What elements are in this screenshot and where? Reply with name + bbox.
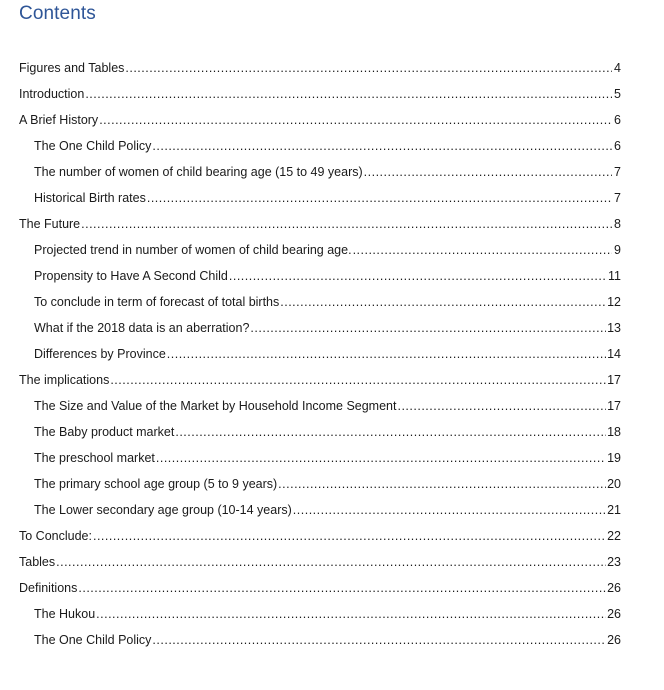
toc-entry-title[interactable]: The Baby product market xyxy=(34,425,175,439)
toc-page-number[interactable]: 26 xyxy=(607,633,621,647)
toc-dot-leader xyxy=(81,214,612,234)
toc-entry-title[interactable]: The preschool market xyxy=(34,451,155,465)
toc-page-number[interactable]: 19 xyxy=(607,451,621,465)
toc-heading: Contents xyxy=(19,3,96,24)
toc-page-number[interactable]: 9 xyxy=(614,243,621,257)
toc-entry[interactable] xyxy=(19,474,621,500)
toc-page-number[interactable]: 6 xyxy=(614,113,621,127)
toc-dot-leader xyxy=(397,396,606,416)
toc-entry-title[interactable]: The primary school age group (5 to 9 years) xyxy=(34,477,278,491)
toc-entry[interactable] xyxy=(19,58,621,84)
toc-entry-title[interactable]: To Conclude: xyxy=(19,529,92,543)
toc-page-number[interactable]: 23 xyxy=(607,555,621,569)
toc-page-number[interactable]: 18 xyxy=(607,425,621,439)
toc-entry-title[interactable]: Historical Birth rates xyxy=(34,191,146,205)
toc-page-number[interactable]: 12 xyxy=(607,295,621,309)
toc-entry-title[interactable]: Tables xyxy=(19,555,56,569)
toc-entry[interactable] xyxy=(19,344,621,370)
toc-page-number[interactable]: 17 xyxy=(607,373,621,387)
toc-dot-leader xyxy=(280,292,606,312)
toc-entry-title[interactable]: The Hukou xyxy=(34,607,96,621)
toc-entry[interactable] xyxy=(19,162,621,188)
toc-page-number[interactable]: 17 xyxy=(607,399,621,413)
toc-entry[interactable] xyxy=(19,292,621,318)
toc-dot-leader xyxy=(125,58,612,78)
toc-dot-leader xyxy=(156,448,606,468)
toc-entry[interactable] xyxy=(19,110,621,136)
toc-page-number[interactable]: 22 xyxy=(607,529,621,543)
toc-entry[interactable] xyxy=(19,188,621,214)
toc-page-number[interactable]: 11 xyxy=(608,269,621,283)
toc-entry-title[interactable]: What if the 2018 data is an aberration? xyxy=(34,321,250,335)
toc-page-number[interactable]: 8 xyxy=(614,217,621,231)
toc-entry-title[interactable]: Figures and Tables xyxy=(19,61,125,75)
toc-entry-title[interactable]: Definitions xyxy=(19,581,78,595)
toc-page-number[interactable]: 13 xyxy=(607,321,621,335)
toc-entry-title[interactable]: The implications xyxy=(19,373,110,387)
toc-page-number[interactable]: 7 xyxy=(614,191,621,205)
toc-dot-leader xyxy=(293,500,606,520)
toc-page-number[interactable]: 14 xyxy=(607,347,621,361)
toc-dot-leader xyxy=(96,604,606,624)
toc-entry-title[interactable]: The One Child Policy xyxy=(34,633,152,647)
toc-dot-leader xyxy=(353,240,612,260)
toc-dot-leader xyxy=(56,552,606,572)
toc-dot-leader xyxy=(110,370,606,390)
toc-entry[interactable] xyxy=(19,500,621,526)
toc-page-number[interactable]: 7 xyxy=(614,165,621,179)
toc-entry[interactable] xyxy=(19,370,621,396)
toc-entry[interactable] xyxy=(19,214,621,240)
toc-page-number[interactable]: 21 xyxy=(607,503,621,517)
toc-entry-title[interactable]: Projected trend in number of women of child bearing age. xyxy=(34,243,352,257)
toc-page-number[interactable]: 5 xyxy=(614,87,621,101)
toc-dot-leader xyxy=(152,630,606,650)
toc-dot-leader xyxy=(147,188,612,208)
toc-page-number[interactable]: 26 xyxy=(607,607,621,621)
toc-dot-leader xyxy=(229,266,607,286)
toc-dot-leader xyxy=(364,162,612,182)
table-of-contents xyxy=(19,58,621,656)
toc-page-number[interactable]: 6 xyxy=(614,139,621,153)
toc-entry[interactable] xyxy=(19,84,621,110)
toc-page-number[interactable]: 20 xyxy=(607,477,621,491)
toc-entry-title[interactable]: Differences by Province xyxy=(34,347,166,361)
toc-dot-leader xyxy=(78,578,606,598)
toc-entry[interactable] xyxy=(19,578,621,604)
toc-entry-title[interactable]: A Brief History xyxy=(19,113,99,127)
toc-dot-leader xyxy=(250,318,606,338)
toc-entry[interactable] xyxy=(19,448,621,474)
toc-dot-leader xyxy=(93,526,606,546)
toc-dot-leader xyxy=(99,110,612,130)
toc-page-number[interactable]: 26 xyxy=(607,581,621,595)
toc-entry[interactable] xyxy=(19,240,621,266)
toc-entry[interactable] xyxy=(19,630,621,656)
toc-entry-title[interactable]: The Size and Value of the Market by Household Income Segment xyxy=(34,399,397,413)
toc-entry-title[interactable]: The Future xyxy=(19,217,81,231)
toc-entry-title[interactable]: To conclude in term of forecast of total births xyxy=(34,295,280,309)
toc-entry[interactable] xyxy=(19,422,621,448)
toc-entry[interactable] xyxy=(19,136,621,162)
toc-entry-title[interactable]: Introduction xyxy=(19,87,85,101)
toc-dot-leader xyxy=(152,136,612,156)
toc-entry-title[interactable]: Propensity to Have A Second Child xyxy=(34,269,228,283)
toc-dot-leader xyxy=(175,422,606,442)
toc-entry[interactable] xyxy=(19,552,621,578)
toc-entry[interactable] xyxy=(19,396,621,422)
toc-entry[interactable] xyxy=(19,526,621,552)
toc-page-number[interactable]: 4 xyxy=(614,61,621,75)
toc-entry[interactable] xyxy=(19,318,621,344)
toc-entry-title[interactable]: The number of women of child bearing age (15 to 49 years) xyxy=(34,165,363,179)
toc-entry-title[interactable]: The One Child Policy xyxy=(34,139,152,153)
toc-dot-leader xyxy=(167,344,606,364)
toc-dot-leader xyxy=(278,474,606,494)
toc-entry[interactable] xyxy=(19,604,621,630)
toc-entry-title[interactable]: The Lower secondary age group (10-14 years) xyxy=(34,503,292,517)
toc-dot-leader xyxy=(85,84,612,104)
toc-entry[interactable] xyxy=(19,266,621,292)
